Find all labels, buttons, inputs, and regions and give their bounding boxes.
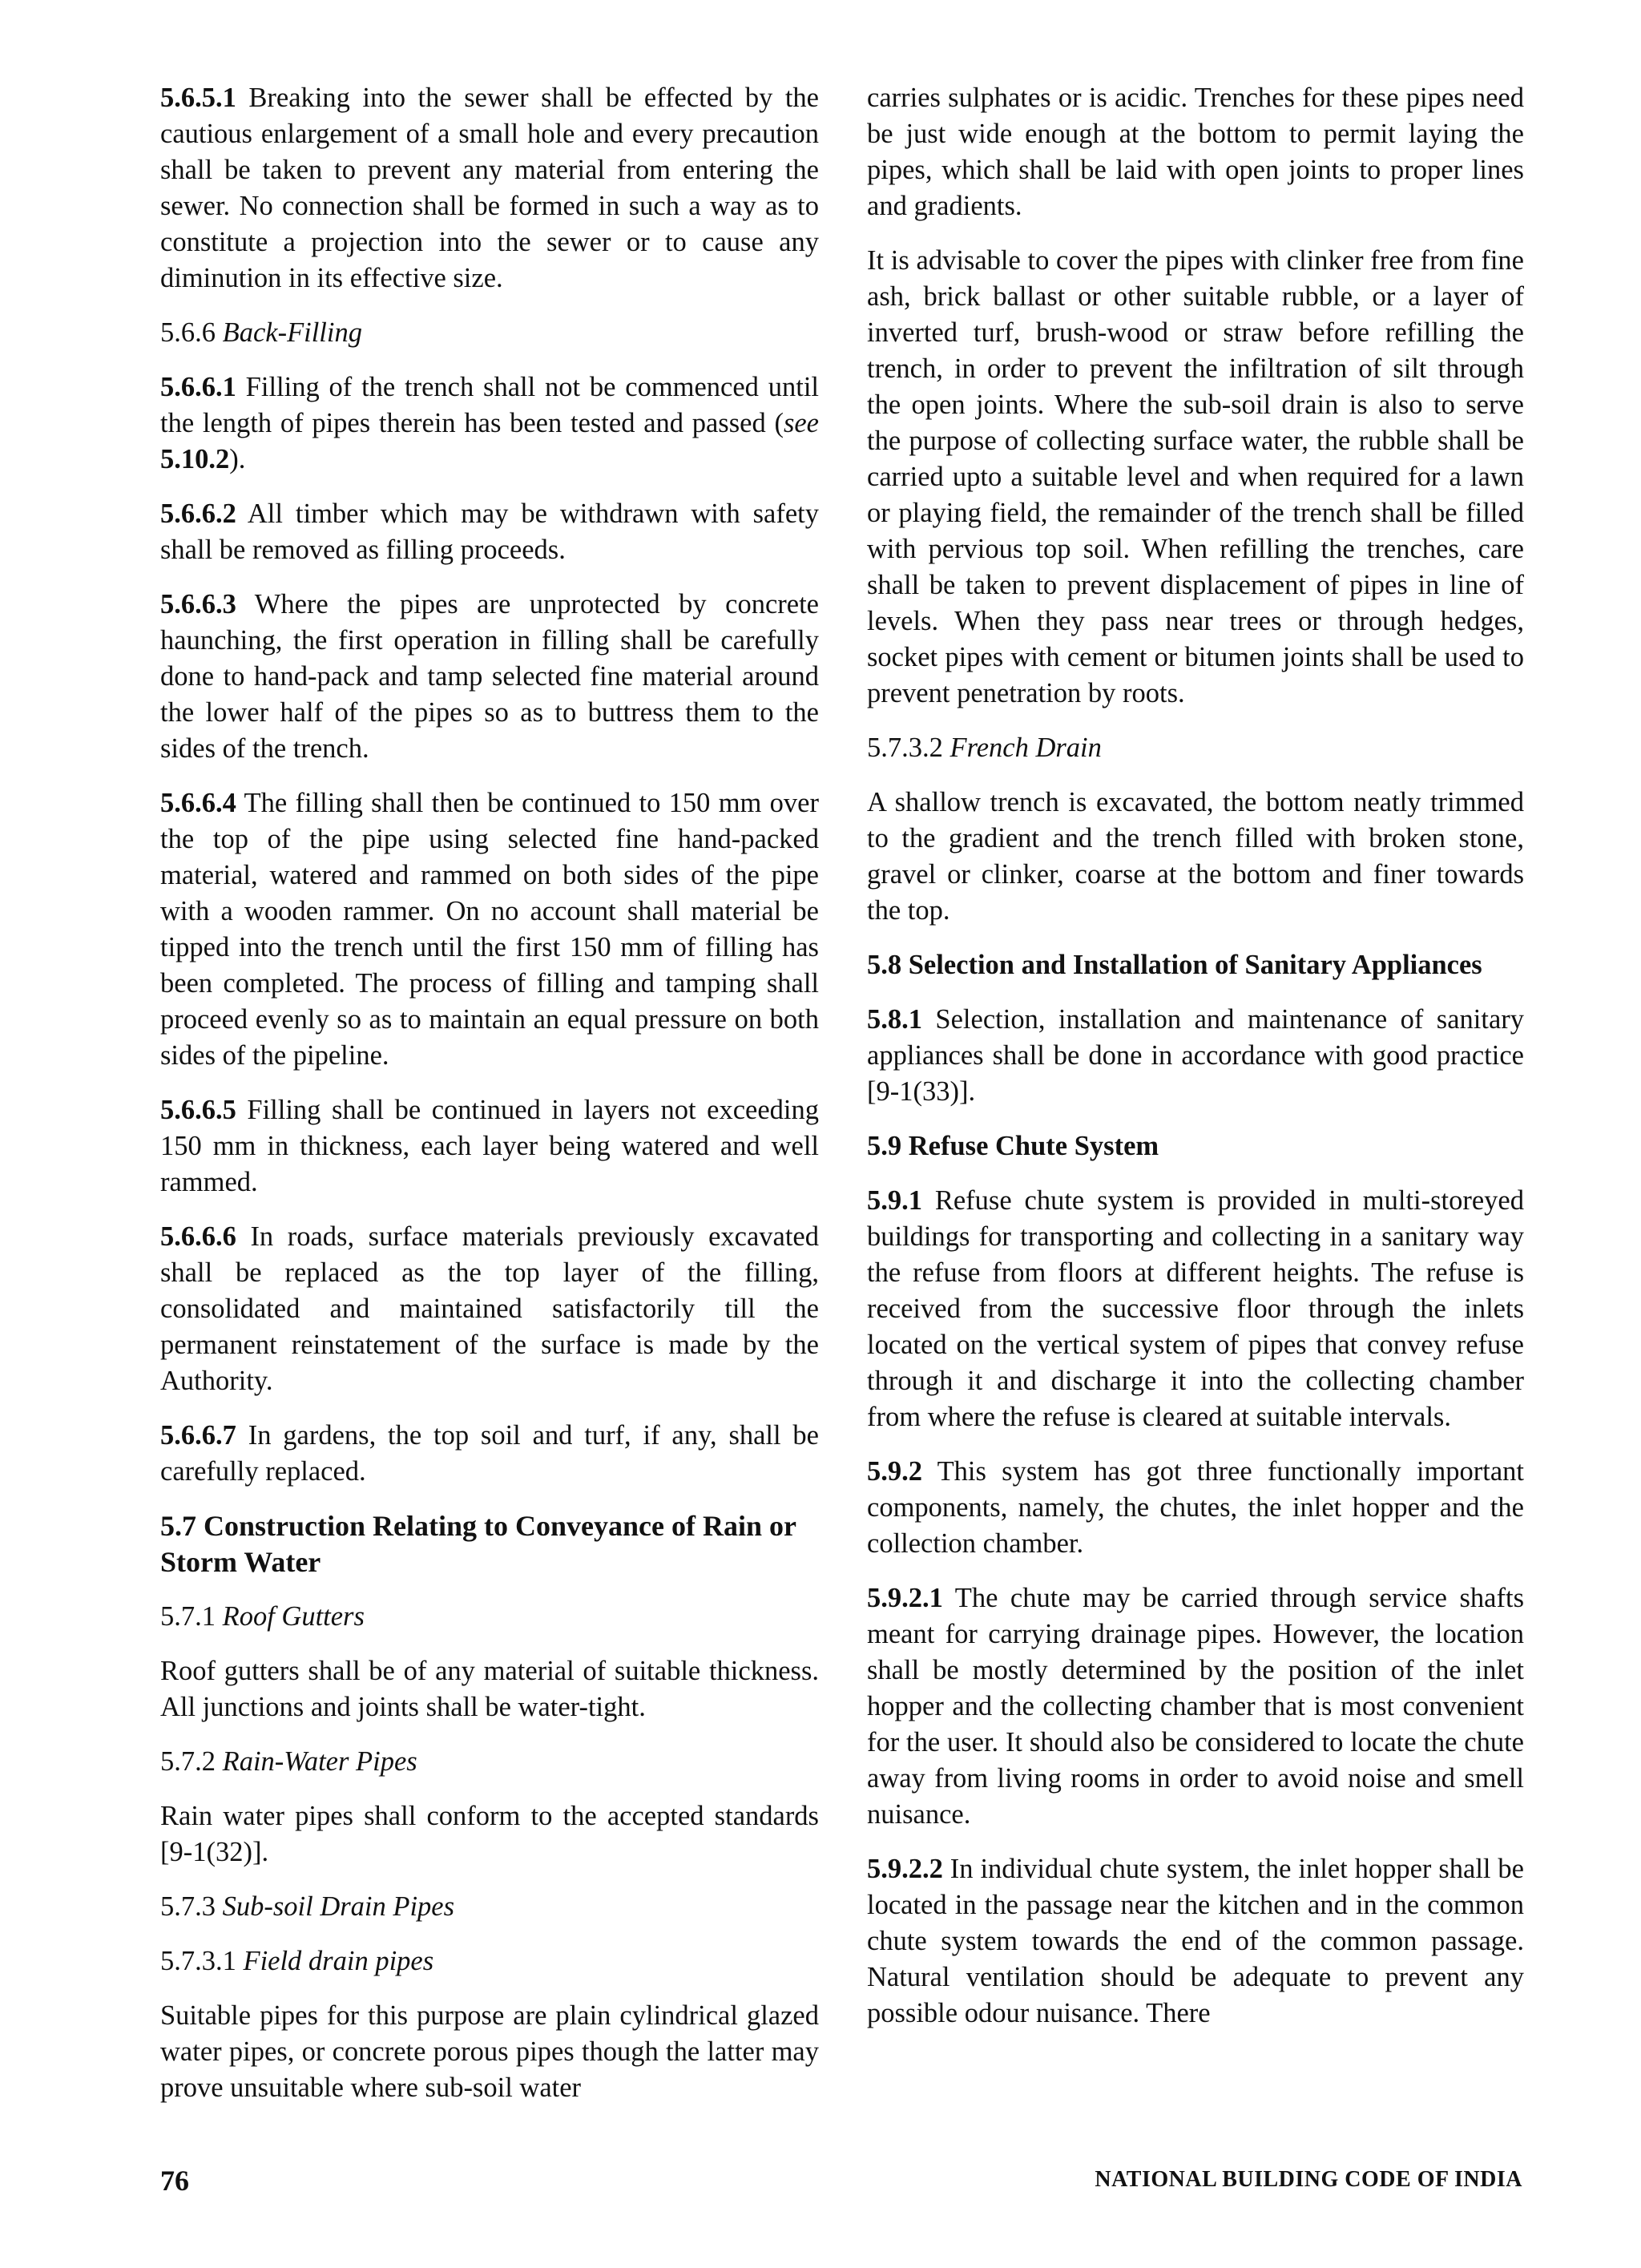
heading-title: Roof Gutters [222, 1601, 365, 1632]
heading-5-7-3-2 [867, 730, 1524, 766]
section-heading-5-9: 5.9 Refuse Chute System [867, 1131, 1159, 1161]
section-heading-5-7: 5.7 Construction Relating to Conveyance of Rain or Storm Water [160, 1510, 796, 1578]
heading-title: Sub-soil Drain Pipes [222, 1891, 455, 1922]
clause-text: The chute may be carried through service shafts meant for carrying drainage pipes. However, the location shall be mostly determined by the position of the inlet hopper and the collecting chamber that is most convenient for the user. It should also be considered to locate the chute away from living rooms in order to avoid noise and smell nuisance. [867, 1583, 1524, 1830]
clause-number: 5.6.6.2 [160, 498, 236, 529]
heading-number: 5.7.2 [160, 1746, 216, 1777]
clause-5-6-6-6 [160, 1219, 819, 1399]
heading-number: 5.7.3.1 [160, 1946, 236, 1976]
clause-number: 5.6.6.1 [160, 372, 236, 402]
clause-5-9-2-2 [867, 1851, 1524, 2032]
clause-text: Where the pipes are unprotected by concrete haunching, the first operation in filling shall be carefully done to hand-pack and tamp selected fine material around the lower half of the pipes so as to buttress them to the sides of the trench. [160, 589, 819, 764]
clause-text: In roads, surface materials previously excavated shall be replaced as the top layer of the filling, consolidated and maintained satisfactorily till the permanent reinstatement of the surface is made by the Authority. [160, 1221, 819, 1396]
clause-5-6-6-1 [160, 369, 819, 478]
heading-number: 5.7.3.2 [867, 732, 943, 763]
clause-number: 5.9.2.1 [867, 1583, 943, 1613]
clause-text: This system has got three functionally important components, namely, the chutes, the inlet hopper and the collection chamber. [867, 1456, 1524, 1559]
clause-number: 5.6.5.1 [160, 83, 236, 113]
clause-5-9-2 [867, 1454, 1524, 1562]
clause-text: The filling shall then be continued to 150 mm over the top of the pipe using selected fine hand-packed material, watered and rammed on both sides of the pipe with a wooden rammer. On no account shall material be tipped into the trench until the first 150 mm of filling has been completed. The process of filling and tamping shall proceed evenly so as to maintain an equal pressure on both sides of the pipeline. [160, 788, 819, 1071]
clause-text: Filling shall be continued in layers not exceeding 150 mm in thickness, each layer being watered and well rammed. [160, 1095, 819, 1197]
clause-text: Refuse chute system is provided in multi-storeyed buildings for transporting and collecting in a sanitary way the refuse from floors at different heights. The refuse is received from the successive floor through the inlets located on the vertical system of pipes that convey refuse through it and discharge it into the collecting chamber from where the refuse is cleared at suitable intervals. [867, 1185, 1524, 1432]
clause-text: Selection, installation and maintenance of sanitary appliances shall be done in accordance with good practice [9-1(33)]. [867, 1004, 1524, 1107]
section-heading-5-8: 5.8 Selection and Installation of Sanitary Appliances [867, 950, 1482, 980]
paragraph-field-drain-pipes: Suitable pipes for this purpose are plain cylindrical glazed water pipes, or concrete porous pipes though the latter may prove unsuitable where sub-soil water [160, 2000, 819, 2103]
paragraph-french-drain: A shallow trench is excavated, the bottom neatly trimmed to the gradient and the trench filled with broken stone, gravel or clinker, coarse at the bottom and finer towards the top. [867, 787, 1524, 926]
clause-5-6-6-2 [160, 496, 819, 568]
clause-5-8-1 [867, 1002, 1524, 1110]
heading-number: 5.7.1 [160, 1601, 216, 1632]
clause-number: 5.6.6.5 [160, 1095, 236, 1125]
paragraph-rain-water-pipes: Rain water pipes shall conform to the accepted standards [9-1(32)]. [160, 1801, 819, 1867]
clause-5-6-6-5 [160, 1092, 819, 1201]
clause-number: 5.6.6.4 [160, 788, 236, 818]
paragraph-continued: carries sulphates or is acidic. Trenches for these pipes need be just wide enough at the bottom to permit laying the pipes, which shall be laid with open joints to proper lines and gradients. [867, 83, 1524, 221]
clause-5-9-1 [867, 1183, 1524, 1435]
clause-number: 5.9.2 [867, 1456, 922, 1487]
see-reference-word: see [783, 408, 819, 438]
clause-number: 5.9.1 [867, 1185, 922, 1216]
heading-title: French Drain [950, 732, 1102, 763]
clause-text: In gardens, the top soil and turf, if any, shall be carefully replaced. [160, 1420, 819, 1487]
heading-5-7-1 [160, 1599, 819, 1635]
heading-title: Rain-Water Pipes [222, 1746, 417, 1777]
clause-5-6-5-1 [160, 80, 819, 297]
heading-5-7-2 [160, 1744, 819, 1780]
heading-number: 5.6.6 [160, 317, 216, 348]
clause-text-end: ). [229, 444, 246, 474]
clause-text: Breaking into the sewer shall be effected by the cautious enlargement of a small hole and every precaution shall be taken to prevent any material from entering the sewer. No connection shall be formed in such a way as to constitute a projection into the sewer or to cause any diminution in its effective size. [160, 83, 819, 293]
clause-5-6-6-4 [160, 785, 819, 1074]
clause-number: 5.8.1 [867, 1004, 922, 1035]
clause-cross-reference: 5.10.2 [160, 444, 230, 474]
clause-number: 5.6.6.6 [160, 1221, 236, 1252]
clause-text: In individual chute system, the inlet hopper shall be located in the passage near the kitchen and in the common chute system towards the end of the common passage. Natural ventilation should be adequate to prevent any possible odour nuisance. There [867, 1854, 1524, 2028]
heading-5-7-3-1 [160, 1943, 819, 1979]
clause-text: All timber which may be withdrawn with safety shall be removed as filling proceeds. [160, 498, 819, 565]
clause-number: 5.6.6.3 [160, 589, 236, 619]
heading-5-6-6 [160, 315, 819, 351]
page-number: 76 [160, 2165, 189, 2197]
heading-5-7-3 [160, 1889, 819, 1925]
clause-text: Filling of the trench shall not be commenced until the length of pipes therein has been tested and passed ( [160, 372, 819, 438]
heading-title: Field drain pipes [243, 1946, 434, 1976]
clause-5-6-6-7 [160, 1418, 819, 1490]
left-column [160, 80, 819, 2125]
clause-5-6-6-3 [160, 587, 819, 767]
heading-number: 5.7.3 [160, 1891, 216, 1922]
clause-number: 5.6.6.7 [160, 1420, 236, 1451]
document-title: NATIONAL BUILDING CODE OF INDIA [1095, 2167, 1522, 2192]
heading-title: Back-Filling [222, 317, 362, 348]
paragraph-advisable: It is advisable to cover the pipes with clinker free from fine ash, brick ballast or other suitable rubble, or a layer of inverted turf, brush-wood or straw before refilling the trench, in order to prevent the infiltration of silt through the open joints. Where the sub-soil drain is also to serve the purpose of collecting surface water, the rubble shall be carried upto a suitable level and when required for a lawn or playing field, the remainder of the trench shall be filled with pervious top soil. When refilling the trenches, care shall be taken to prevent displacement of pipes in line of levels. When they pass near trees or through hedges, socket pipes with cement or bitumen joints shall be used to prevent penetration by roots. [867, 245, 1524, 708]
clause-5-9-2-1 [867, 1580, 1524, 1833]
right-column [867, 80, 1524, 2050]
clause-number: 5.9.2.2 [867, 1854, 943, 1884]
paragraph-roof-gutters: Roof gutters shall be of any material of suitable thickness. All junctions and joints shall be water-tight. [160, 1656, 819, 1722]
